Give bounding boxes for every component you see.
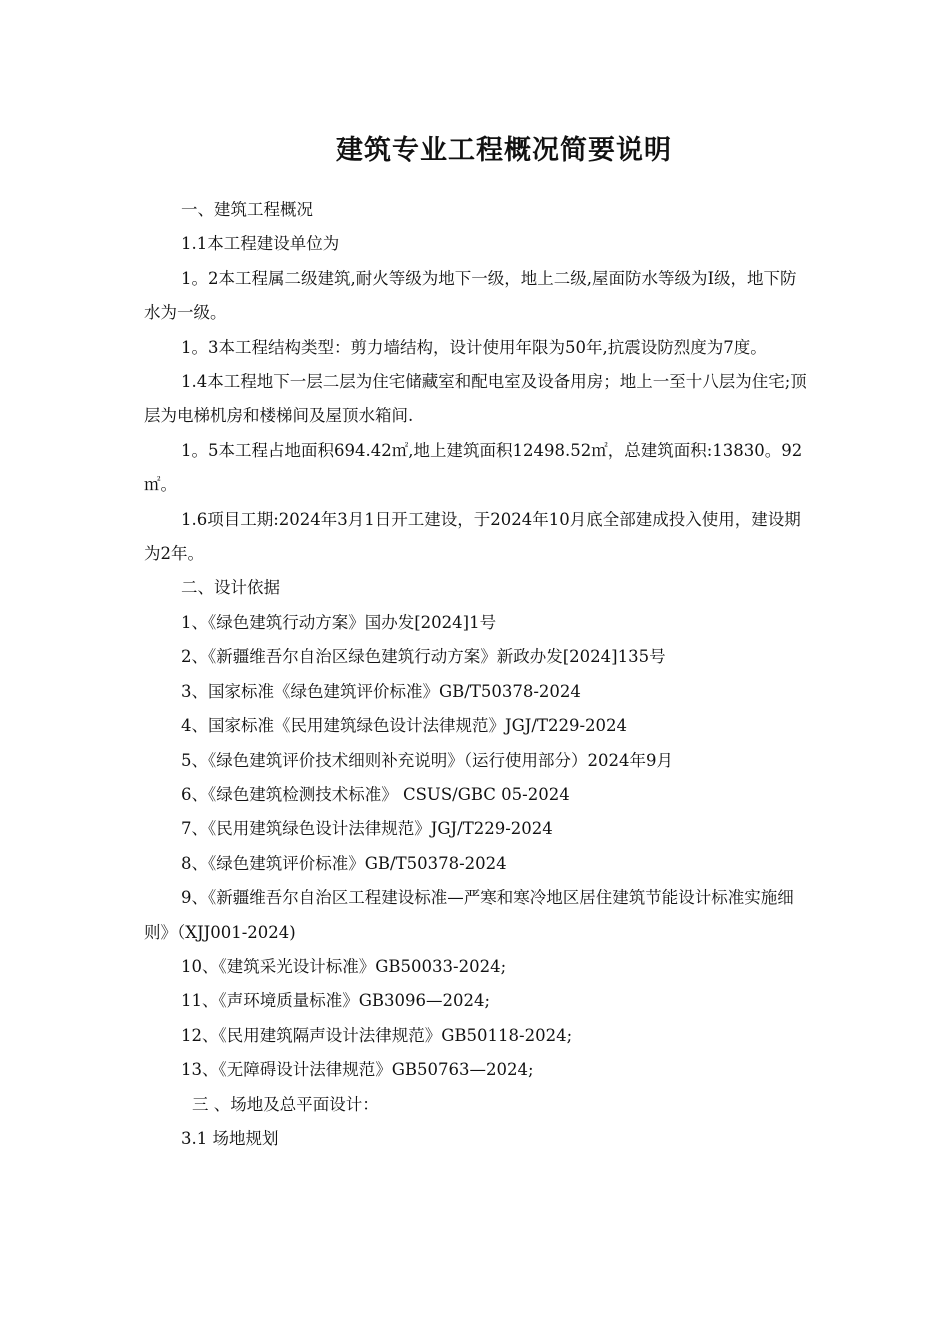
reference-item-13: 13、《无障碍设计法律规范》GB50763—2024; (181, 1060, 534, 1080)
paragraph-1-4: 1.4本工程地下一层二层为住宅储藏室和配电室及设备用房；地上一至十八层为住宅;顶层为电梯机房和楼梯间及屋顶水箱间. (144, 372, 807, 426)
page-title: 建筑专业工程概况简要说明 (336, 135, 672, 166)
paragraph-1-6: 1.6项目工期:2024年3月1日开工建设，于2024年10月底全部建成投入使用，建设期为2年。 (144, 509, 801, 564)
reference-item-9: 9、《新疆维吾尔自治区工程建设标准—严寒和寒冷地区居住建筑节能设计标准实施细则》（XJJ001-2024) (144, 888, 794, 942)
document-body (144, 193, 809, 1156)
reference-item-10: 10、《建筑采光设计标准》GB50033-2024; (181, 956, 507, 976)
reference-item-7: 7、《民用建筑绿色设计法律规范》JGJ/T229-2024 (181, 819, 553, 839)
paragraph-1-2: 1。2本工程属二级建筑,耐火等级为地下一级，地上二级,屋面防水等级为Ⅰ级，地下防水为一级。 (144, 268, 797, 323)
reference-item-5: 5、《绿色建筑评价技术细则补充说明》（运行使用部分）2024年9月 (181, 750, 673, 770)
reference-item-11: 11、《声环境质量标准》GB3096—2024; (181, 991, 491, 1011)
reference-item-8: 8、《绿色建筑评价标准》GB/T50378-2024 (181, 853, 507, 873)
paragraph-1-1: 1.1本工程建设单位为 (181, 234, 340, 254)
reference-item-6: 6、《绿色建筑检测技术标准》 CSUS/GBC 05-2024 (181, 784, 570, 804)
section-heading-overview: 一、建筑工程概况 (181, 200, 313, 219)
reference-item-12: 12、《民用建筑隔声设计法律规范》GB50118-2024; (181, 1025, 573, 1045)
paragraph-3-1: 3.1 场地规划 (181, 1128, 279, 1148)
reference-item-2: 2、《新疆维吾尔自治区绿色建筑行动方案》新政办发[2024]135号 (181, 647, 666, 667)
reference-item-1: 1、《绿色建筑行动方案》国办发[2024]1号 (181, 612, 497, 632)
reference-item-4: 4、国家标准《民用建筑绿色设计法律规范》JGJ/T229-2024 (181, 716, 628, 736)
reference-item-3: 3、国家标准《绿色建筑评价标准》GB/T50378-2024 (181, 681, 581, 701)
section-heading-design-basis: 二、设计依据 (181, 578, 280, 598)
section-heading-site-plan: 三 、场地及总平面设计： (192, 1094, 379, 1114)
paragraph-1-3: 1。3本工程结构类型：剪力墙结构，设计使用年限为50年,抗震设防烈度为7度。 (181, 337, 767, 357)
paragraph-1-5: 1。5本工程占地面积694.42㎡,地上建筑面积12498.52㎡，总建筑面积:13830。92㎡。 (144, 440, 803, 495)
